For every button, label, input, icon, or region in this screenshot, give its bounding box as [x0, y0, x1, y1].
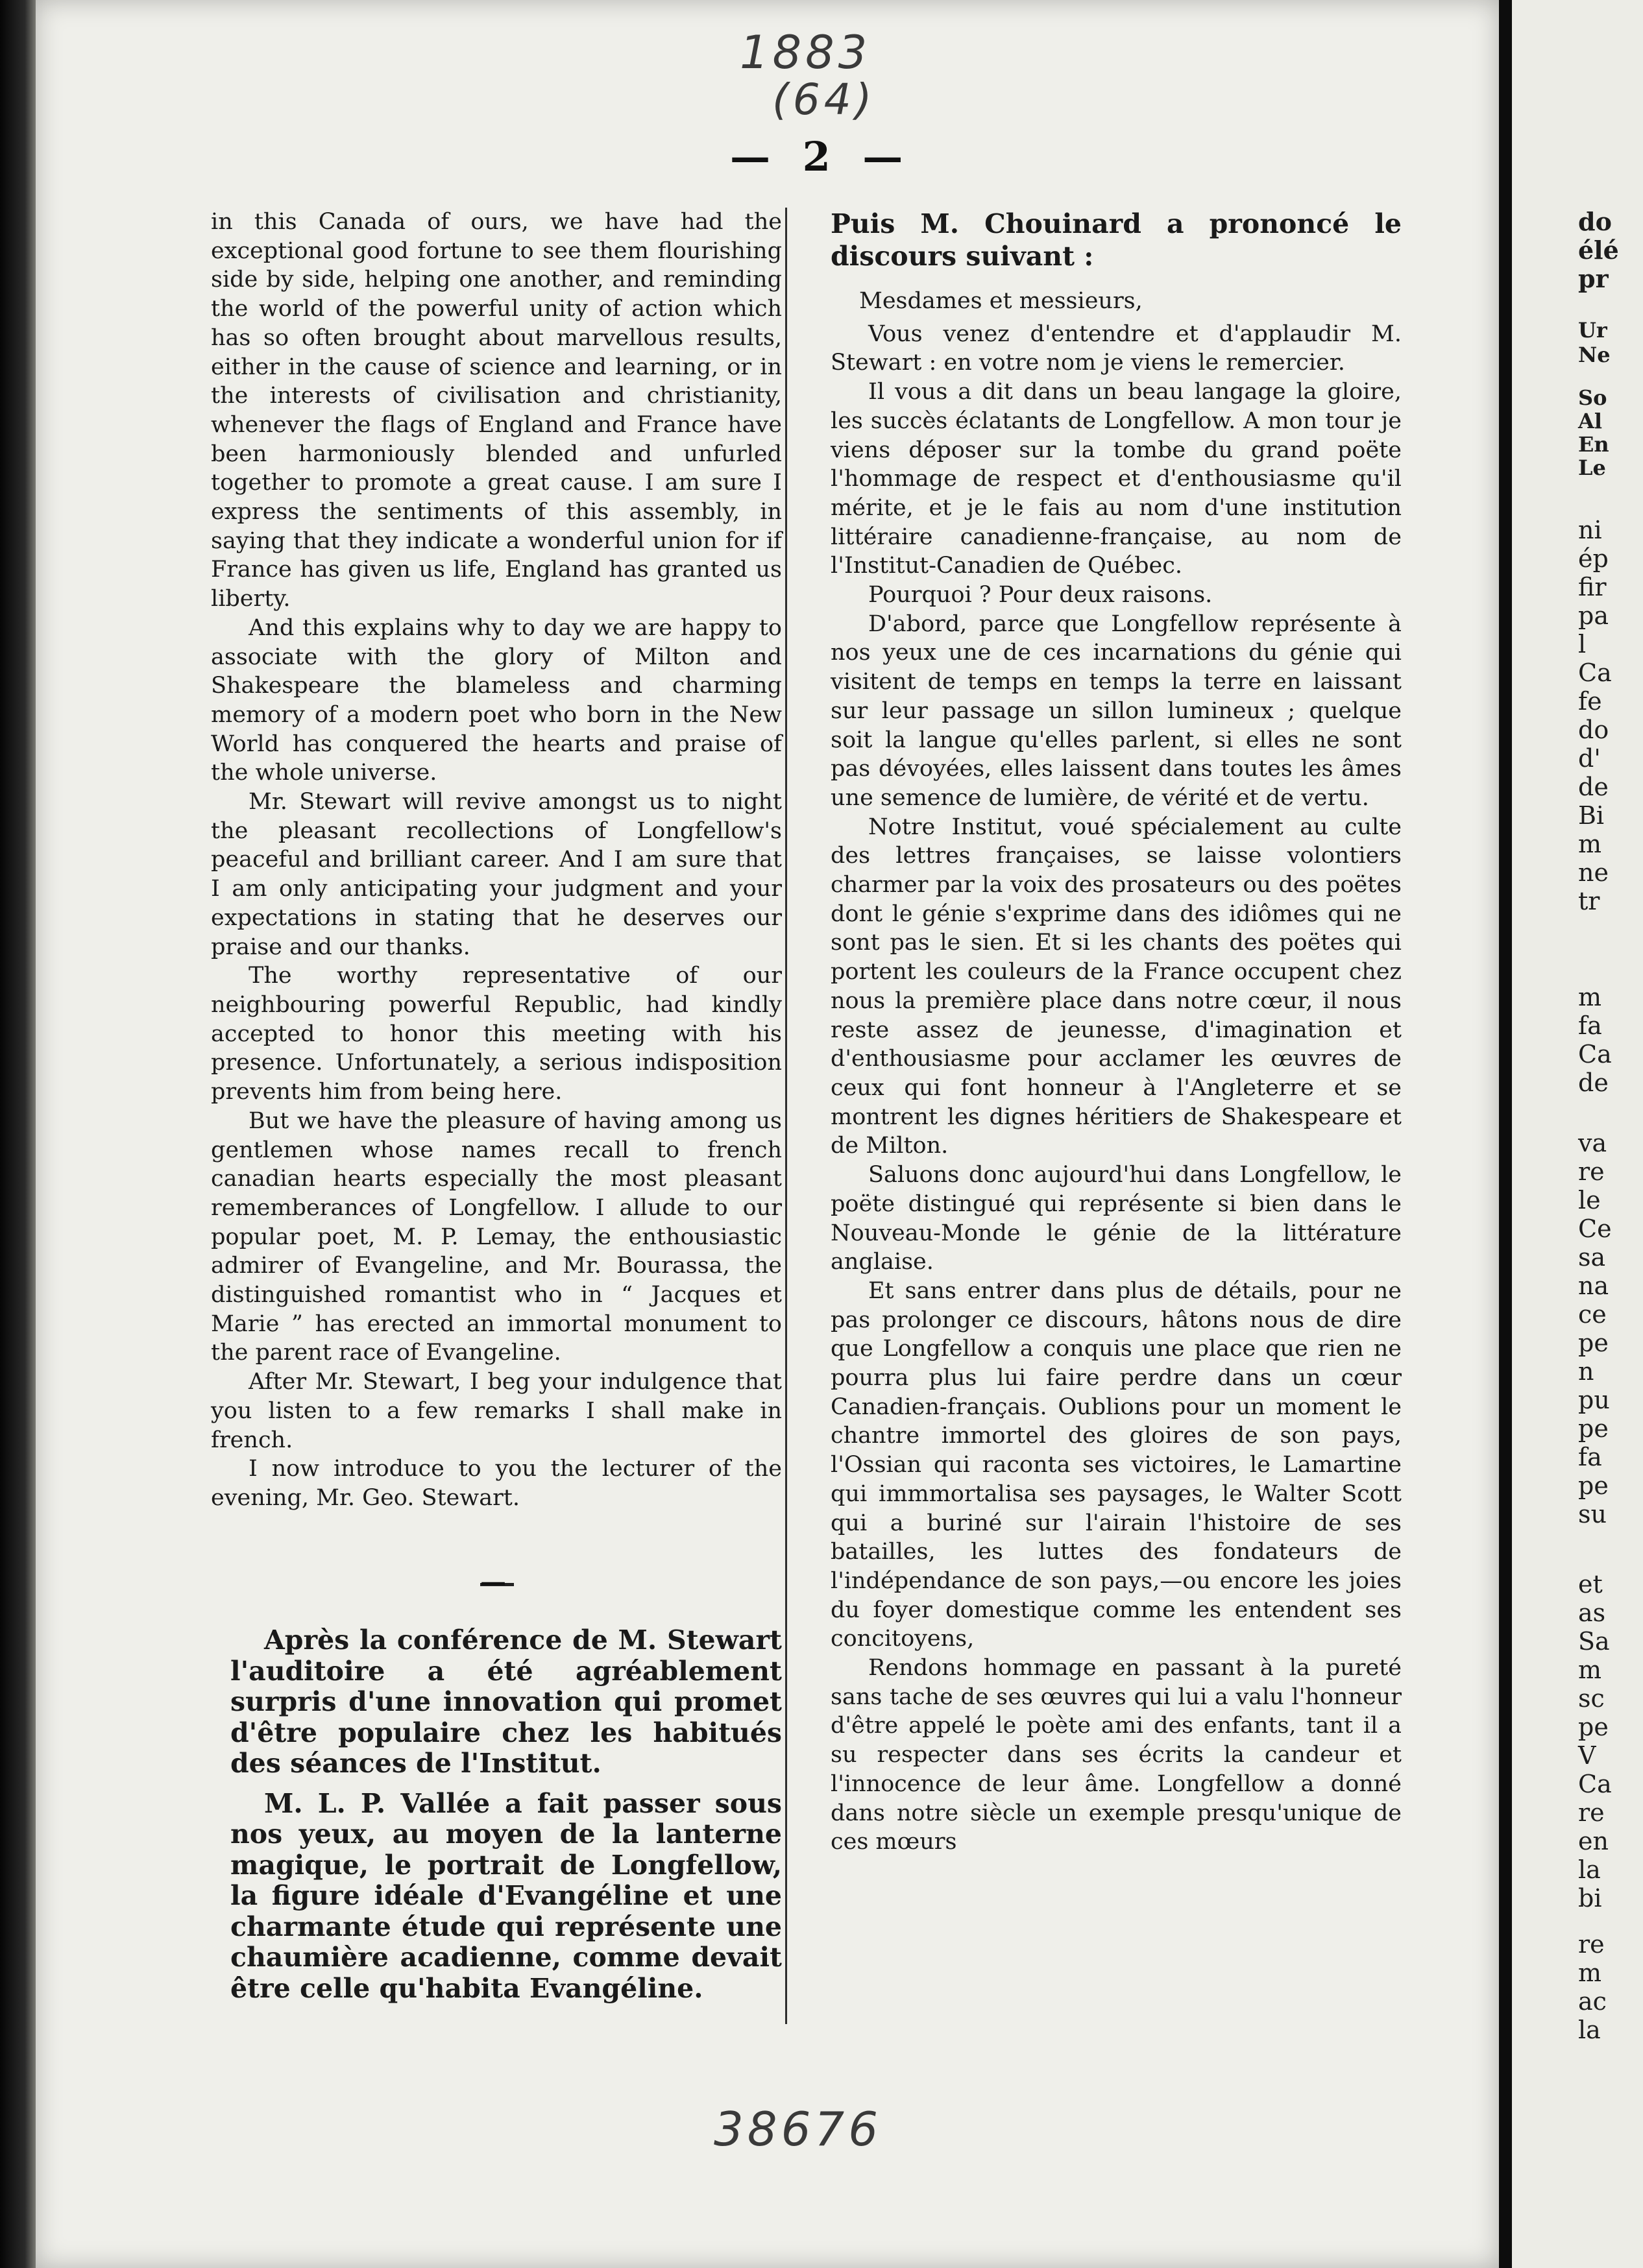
- fragment-line: Le: [1578, 455, 1606, 480]
- fragment-line: pe: [1578, 1713, 1609, 1741]
- paragraph: Saluons donc aujourd'hui dans Longfellow, le poëte distingué qui représente si bien dans le Nouveau-Monde le génie de la littérature anglaise.: [831, 1162, 1402, 1275]
- fragment-line: pe: [1578, 1329, 1609, 1357]
- fragment-line: su: [1578, 1500, 1607, 1528]
- fragment-line: pr: [1578, 264, 1609, 293]
- fragment-line: l: [1578, 630, 1587, 658]
- fragment-line: le: [1578, 1186, 1601, 1214]
- adjacent-page-fragment: [1578, 516, 1612, 915]
- fragment-line: la: [1578, 2016, 1601, 2044]
- adjacent-page-fragment: [1578, 1129, 1612, 1528]
- fragment-line: do: [1578, 716, 1609, 744]
- fragment-line: la: [1578, 1855, 1601, 1884]
- adjacent-page-fragment: [1578, 983, 1612, 1097]
- paragraph: I now introduce to you the lecturer of the evening, Mr. Geo. Stewart.: [211, 1456, 782, 1511]
- bold-paragraph: Après la conférence de M. Stewart l'auditoire a été agréablement surpris d'une innovation qui promet d'être populaire chez les habitués des séances de l'Institut.: [230, 1624, 782, 1779]
- paragraph: Rendons hommage en passant à la pureté sans tache de ses œuvres qui lui a valu l'honneur d'être appelé le poète ami des enfants, tant il a su respecter dans ses écrits la candeur et l'innocence de leur âme. Longfellow a donné dans notre siècle un exemple presqu'unique de ces mœurs: [831, 1655, 1402, 1855]
- fragment-line: pe: [1578, 1414, 1609, 1443]
- page-gutter: [1499, 0, 1512, 2268]
- speech-heading: Puis M. Chouinard a prononcé le discours suivant :: [831, 208, 1402, 272]
- fragment-line: fe: [1578, 687, 1602, 716]
- adjacent-page-fragment: [1578, 386, 1609, 479]
- paragraph: Et sans entrer dans plus de détails, pour ne pas prolonger ce discours, hâtons nous de dire que Longfellow a conquis une place que rien ne pourra plus lui faire perdre dans un cœur Canadien-français. Oublions pour un moment le chantre immortel des gloires de son pays, l'Ossian qui raconta ses victoires, le Lamartine qui immmortalisa ses paysages, le Walter Scott qui a buriné sur l'airain l'histoire de ses batailles, les luttes des fondateurs de l'indépendance de son pays,—ou encore les joies du foyer domestique comme les entendent ses concitoyens,: [831, 1277, 1402, 1652]
- fragment-line: sc: [1578, 1684, 1605, 1713]
- fragment-line: bi: [1578, 1884, 1602, 1912]
- fragment-line: na: [1578, 1272, 1609, 1300]
- fragment-line: sa: [1578, 1243, 1606, 1272]
- separator-text: —: [480, 1567, 506, 1597]
- adjacent-page-fragment: [1578, 1930, 1607, 2044]
- fragment-line: ép: [1578, 544, 1609, 573]
- salutation: Mesdames et messieurs,: [859, 288, 1143, 314]
- fragment-line: et: [1578, 1570, 1603, 1598]
- fragment-line: re: [1578, 1798, 1605, 1827]
- bold-report-block: [230, 1625, 782, 2013]
- paragraph: Mr. Stewart will revive amongst us to night the pleasant recollections of Longfellow's peaceful and brilliant career. And I am sure that I am only anticipating your judgment and your expectations in stating that he deserves our praise and our thanks.: [211, 789, 782, 960]
- paragraph: The worthy representative of our neighbouring powerful Republic, had kindly accepted to honor this meeting with his presence. Unfortunately, a serious indisposition prevents him from being here.: [211, 963, 782, 1105]
- fragment-line: pa: [1578, 601, 1609, 630]
- left-column-english-text: [211, 208, 782, 1513]
- paragraph: Vous venez d'entendre et d'applaudir M. Stewart : en votre nom je viens le remercier.: [831, 320, 1402, 376]
- fragment-line: élé: [1578, 235, 1619, 265]
- fragment-line: fa: [1578, 1443, 1602, 1471]
- fragment-line: Sa: [1578, 1627, 1610, 1656]
- fragment-line: ne: [1578, 858, 1609, 887]
- handwritten-year: 1883: [740, 26, 871, 79]
- fragment-line: Ca: [1578, 1770, 1612, 1798]
- fragment-line: tr: [1578, 887, 1600, 915]
- fragment-line: m: [1578, 983, 1602, 1011]
- fragment-line: de: [1578, 1068, 1609, 1097]
- handwritten-catalog-number: 38676: [714, 2102, 882, 2156]
- fragment-line: en: [1578, 1827, 1609, 1855]
- adjacent-page-edge: [1512, 0, 1643, 2268]
- fragment-line: Al: [1578, 409, 1602, 433]
- fragment-line: Bi: [1578, 801, 1605, 830]
- fragment-line: Ur: [1578, 318, 1607, 343]
- column-rule: [785, 208, 787, 2024]
- fragment-line: pe: [1578, 1471, 1609, 1500]
- fragment-line: re: [1578, 1930, 1605, 1959]
- fragment-line: So: [1578, 385, 1607, 410]
- paragraph: D'abord, parce que Longfellow représente à nos yeux une de ces incarnations du génie qui visitent de temps en temps la terre en laissant sur leur passage un sillon lumineux ; quelque soit la langue qu'elles parlent, si elles ne sont pas dévoyées, elles laissent dans toutes les âmes une semence de lumière, de vérité et de vertu.: [831, 610, 1402, 811]
- page-number: — 2 —: [730, 133, 912, 180]
- fragment-line: Ce: [1578, 1214, 1612, 1243]
- fragment-line: m: [1578, 830, 1602, 858]
- paragraph: Notre Institut, voué spécialement au culte des lettres françaises, se laisse volontiers charmer par la voix des prosateurs ou des poëtes dont le génie s'exprime dans des idiômes qui ne sont pas le sien. Et si les chants des poëtes qui portent les couleurs de la France occupent chez nous la première place dans notre cœur, il nous reste assez de jeunesse, d'imagination et d'enthousiasme pour acclamer les œuvres de ceux qui font honneur à l'Angleterre et se montrent les dignes héritiers de Shakespeare et de Milton.: [831, 814, 1402, 1159]
- fragment-line: as: [1578, 1598, 1606, 1627]
- right-column-french-speech: [831, 208, 1402, 1857]
- handwritten-number: (64): [772, 75, 876, 125]
- adjacent-page-fragment: [1578, 208, 1619, 293]
- fragment-line: re: [1578, 1157, 1605, 1186]
- fragment-line: m: [1578, 1959, 1602, 1987]
- adjacent-page-fragment: [1578, 318, 1611, 367]
- fragment-line: ni: [1578, 516, 1602, 544]
- scan-left-border: [0, 0, 36, 2268]
- fragment-line: pu: [1578, 1386, 1610, 1414]
- paragraph: Il vous a dit dans un beau langage la gloire, les succès éclatants de Longfellow. A mon tour je viens déposer sur la tombe du grand poëte l'hommage de respect et d'enthousiasme qu'il mérite, et je le fais au nom d'une institution littéraire canadienne-française, au nom de l'Institut-Canadien de Québec.: [831, 379, 1402, 579]
- fragment-line: va: [1578, 1129, 1607, 1157]
- bold-paragraph: M. L. P. Vallée a fait passer sous nos yeux, au moyen de la lanterne magique, le portrait de Longfellow, la figure idéale d'Evangéline et une charmante étude qui représente une chaumière acadienne, comme devait être celle qu'habita Evangéline.: [230, 1787, 782, 2004]
- fragment-line: n: [1578, 1357, 1594, 1386]
- fragment-line: Ca: [1578, 1040, 1612, 1068]
- fragment-line: V: [1578, 1741, 1596, 1770]
- fragment-line: En: [1578, 432, 1609, 457]
- fragment-line: m: [1578, 1656, 1602, 1684]
- fragment-line: Ne: [1578, 343, 1611, 367]
- paragraph: After Mr. Stewart, I beg your indulgence that you listen to a few remarks I shall make in french.: [211, 1369, 782, 1453]
- fragment-line: fa: [1578, 1011, 1602, 1040]
- fragment-line: ac: [1578, 1987, 1607, 2016]
- fragment-line: do: [1578, 207, 1612, 236]
- adjacent-page-fragment: [1578, 1570, 1612, 1912]
- fragment-line: ce: [1578, 1300, 1607, 1329]
- paragraph: in this Canada of ours, we have had the exceptional good fortune to see them flourishing side by side, helping one another, and reminding the world of the powerful unity of action which has so often brought about marvellous results, either in the cause of science and learning, or in the interests of civilisation and christianity, whenever the flags of England and France have been harmoniously blended and unfurled together to promote a great cause. I am sure I express the sentiments of this assembly, in saying that they indicate a wonderful union for if France has given us life, England has granted us liberty.: [211, 209, 782, 612]
- fragment-line: fir: [1578, 573, 1607, 601]
- fragment-line: d': [1578, 744, 1601, 773]
- paragraph: And this explains why to day we are happy to associate with the glory of Milton and Shakespeare the blameless and charming memory of a modern poet who born in the New World has conquered the hearts and praise of the whole universe.: [211, 614, 782, 786]
- fragment-line: de: [1578, 773, 1609, 801]
- fragment-line: Ca: [1578, 658, 1612, 687]
- paragraph: Pourquoi ? Pour deux raisons.: [868, 582, 1213, 609]
- paragraph: But we have the pleasure of having among us gentlemen whose names recall to french canadian hearts especially the most pleasant rememberances of Longfellow. I allude to our popular poet, M. P. Lemay, the enthousiastic admirer of Evangeline, and Mr. Bourassa, the distinguished romantist who in “ Jacques et Marie ” has erected an immortal monument to the parent race of Evangeline.: [211, 1107, 782, 1366]
